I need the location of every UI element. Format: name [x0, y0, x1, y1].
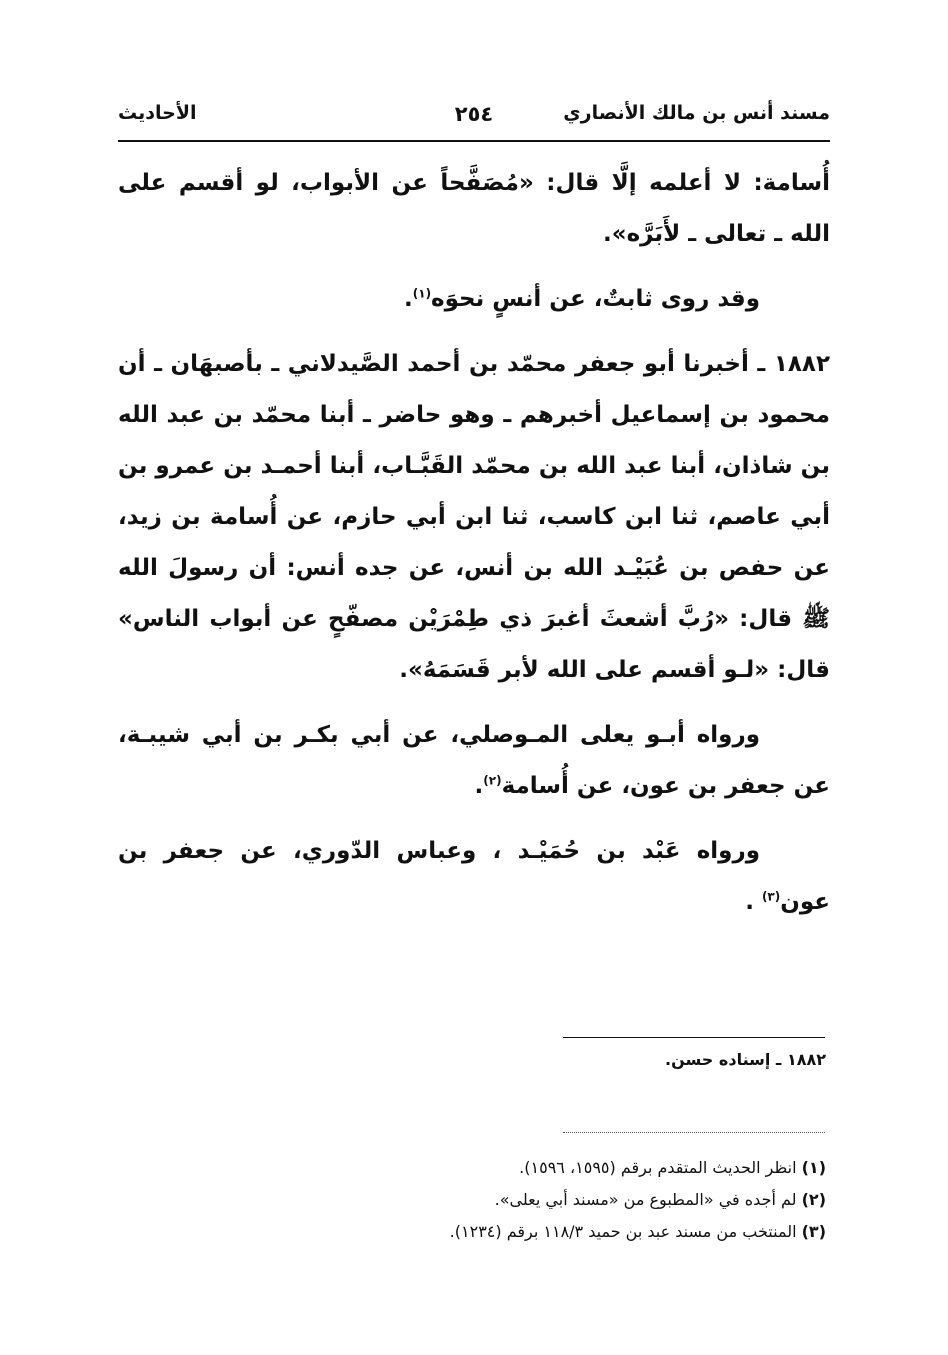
- paragraph-abu-yala: [118, 710, 830, 812]
- running-header: [118, 100, 830, 134]
- header-page-number: ٢٥٤: [454, 102, 494, 126]
- footnote-marker: (٣): [801, 1222, 826, 1241]
- footnote-divider: [563, 1037, 825, 1038]
- footnote-item: [266, 1184, 826, 1216]
- paragraph-continuation: [118, 158, 830, 260]
- footnotes-list: [266, 1152, 826, 1248]
- footnote-marker: (٢): [801, 1190, 826, 1209]
- paragraph-thabit: [118, 274, 830, 325]
- footnote-text: انظر الحديث المتقدم برقم (١٥٩٥، ١٥٩٦).: [519, 1158, 802, 1177]
- paragraph-text: ورواه عَبْد بن حُمَيْـد ، وعباس الدّوري، عن جعفر بن عون: [118, 838, 830, 915]
- header-book-title: مسند أنس بن مالك الأنصاري: [563, 102, 830, 124]
- footnote-marker: (١): [801, 1158, 826, 1177]
- paragraph-text: أُسامة: لا أعلمه إلَّا قال: «مُصَفَّحاً عن الأبواب، لو أقسم على الله ـ تعالى ـ لأَبَرَّه».: [118, 170, 830, 247]
- footnote-ref-1[interactable]: (١): [412, 286, 432, 301]
- hadith-number: ١٨٨٢: [773, 351, 830, 377]
- hadith-text: ـ أخبرنا أبو جعفر محمّد بن أحمد الصَّيدلاني ـ بأصبهَان ـ أن محمود بن إسماعيل أخبرهم ـ وهو حاضر ـ أبنا محمّد بن عبد الله بن شاذان، أبنا عبد الله بن محمّد القَبَّـاب، أبنا أحمـد بن عمرو بن أبي عاصم، ثنا ابن كاسب، ثنا ابن أبي حازم، عن أُسامة بن زيد، عن حفص بن عُبَيْـد الله بن أنس، عن جده أنس: أن رسولَ الله ﷺ قال: «رُبَّ أشعثَ أغبرَ ذي طِمْرَيْن مصفّحٍ عن أبواب الناس» قال: «لـو أقسم على الله لأبر قَسَمَهُ».: [118, 351, 830, 683]
- footnote-ref-3[interactable]: (٣): [761, 889, 781, 904]
- header-section-title: الأحاديث: [118, 102, 197, 124]
- paragraph-text: ورواه أبـو يعلى المـوصلي، عن أبي بكـر بن أبي شيبـة، عن جعفر بن عون، عن أُسامة: [118, 722, 830, 799]
- footnote-dotted-divider: [563, 1132, 825, 1133]
- footnote-ref-2[interactable]: (٢): [483, 773, 502, 788]
- paragraph-end: .: [474, 773, 484, 799]
- paragraph-text: وقد روى ثابتٌ، عن أنسٍ نحوَه: [431, 286, 760, 312]
- footnote-text: المنتخب من مسند عبد بن حميد ١١٨/٣ برقم (١٢٣٤).: [449, 1222, 802, 1241]
- header-divider: [118, 140, 830, 142]
- footnote-item: [266, 1216, 826, 1248]
- paragraph-end: .: [745, 889, 762, 915]
- paragraph-end: .: [404, 286, 413, 312]
- paragraph-abd-bin-humayd: [118, 826, 830, 928]
- main-text: [118, 158, 830, 928]
- takhrij-note: ١٨٨٢ ـ إسناده حسن.: [665, 1050, 826, 1069]
- footnote-text: لم أجده في «المطبوع من «مسند أبي يعلى».: [494, 1190, 802, 1209]
- footnote-item: [266, 1152, 826, 1184]
- hadith-1882: [118, 339, 830, 696]
